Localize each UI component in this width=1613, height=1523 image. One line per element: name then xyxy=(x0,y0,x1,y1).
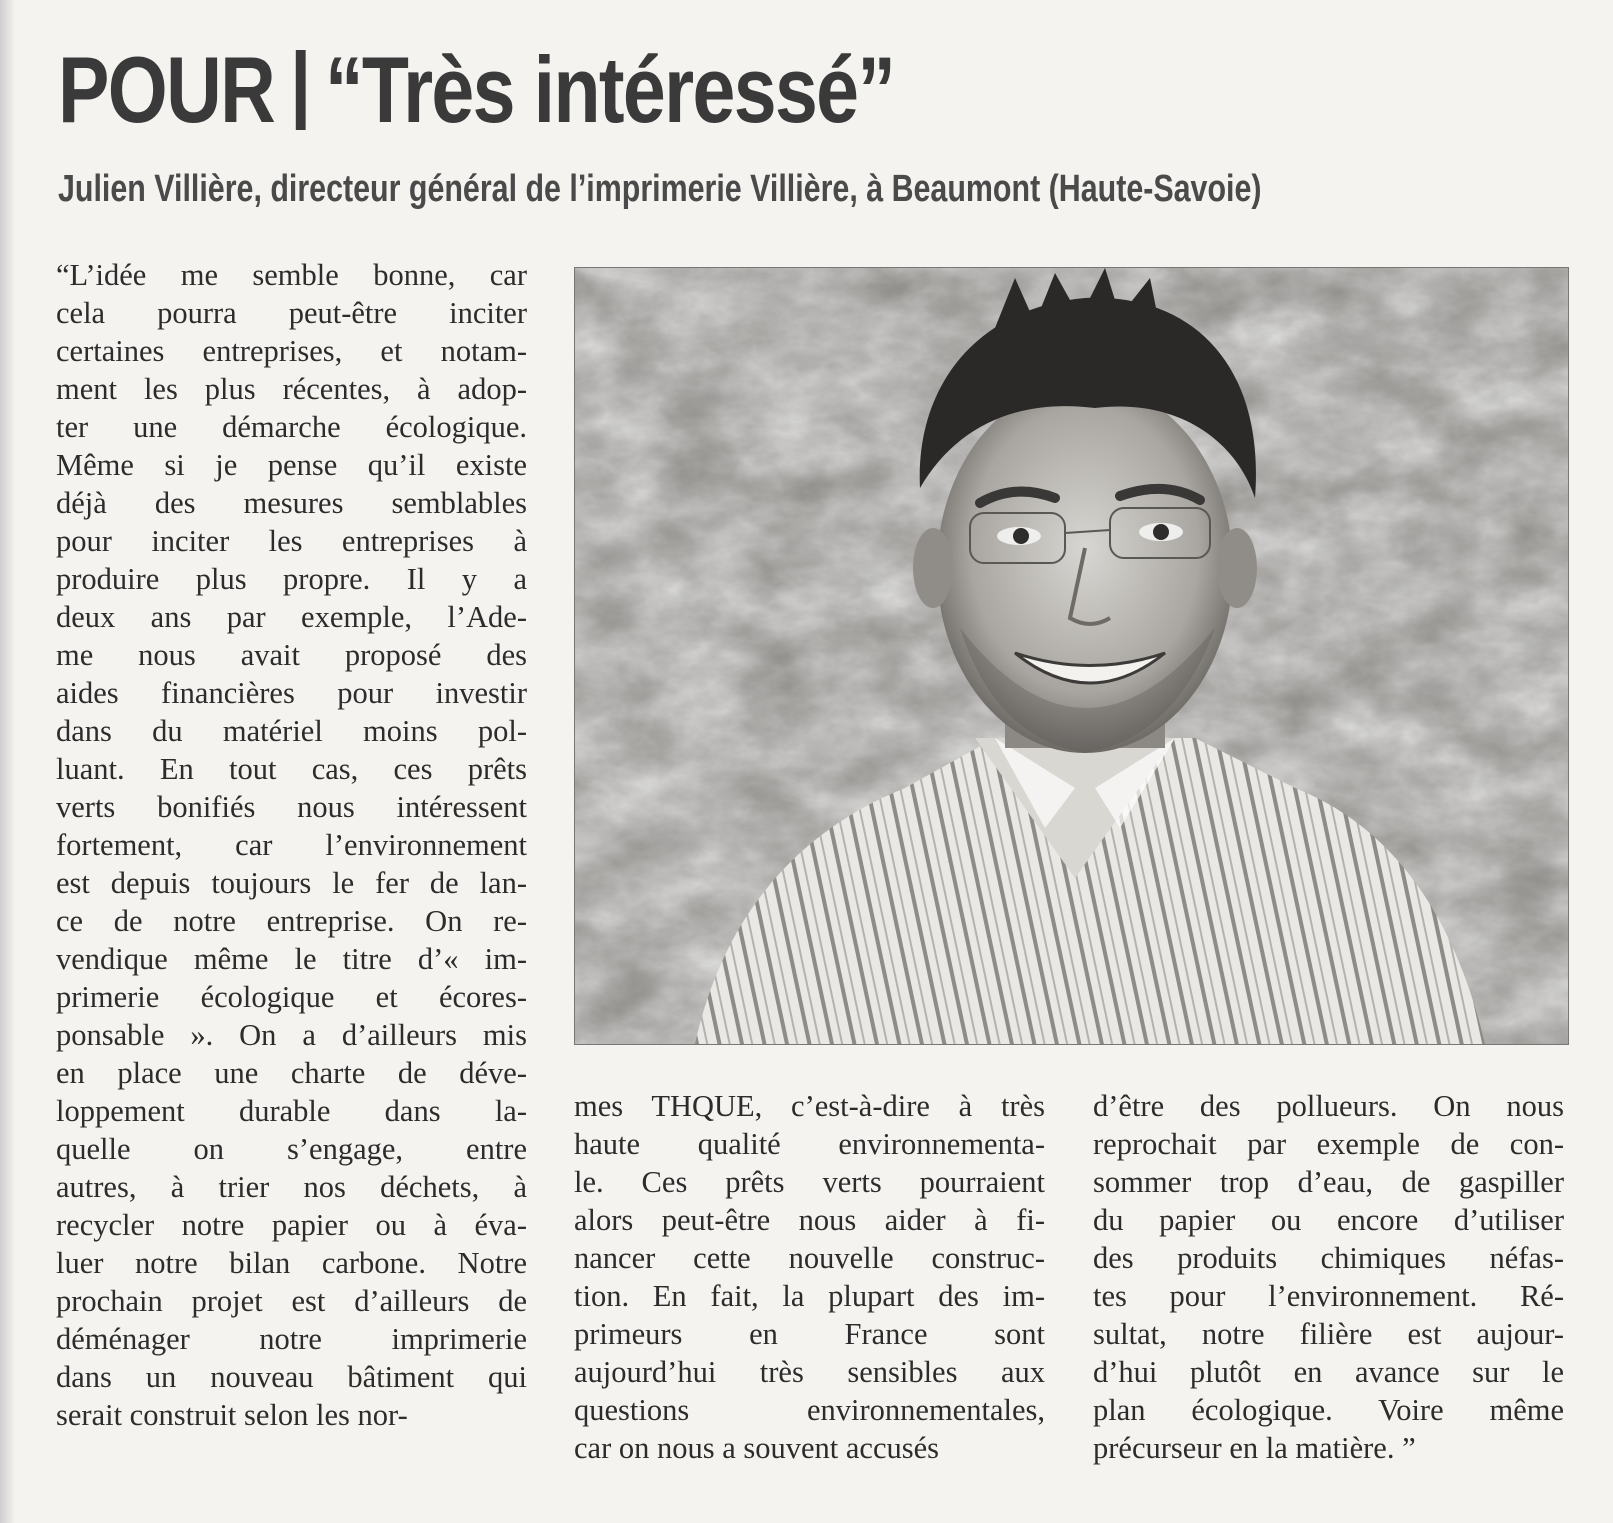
text-line: déménager notre imprimerie xyxy=(56,1322,527,1356)
text-line: le. Ces prêts verts pourraient xyxy=(574,1165,1045,1199)
byline: Julien Villière, directeur général de l’imprimerie Villière, à Beaumont (Haute-Savoie) xyxy=(58,168,1262,210)
text-line: nancer cette nouvelle construc- xyxy=(574,1241,1045,1275)
text-line: alors peut-être nous aider à fi- xyxy=(574,1203,1045,1237)
text-line: prochain projet est d’ailleurs de xyxy=(56,1284,527,1318)
text-line: primerie écologique et écores- xyxy=(56,980,527,1014)
text-line: recycler notre papier ou à éva- xyxy=(56,1208,527,1242)
text-line: précurseur en la matière. ” xyxy=(1093,1431,1416,1465)
portrait-photo xyxy=(574,267,1569,1045)
headline-pour: POUR xyxy=(58,37,275,142)
text-line: produire plus propre. Il y a xyxy=(56,562,527,596)
text-line: primeurs en France sont xyxy=(574,1317,1045,1351)
text-line: ce de notre entreprise. On re- xyxy=(56,904,527,938)
text-line: pour inciter les entreprises à xyxy=(56,524,527,558)
text-line: plan écologique. Voire même xyxy=(1093,1393,1564,1427)
text-line: car on nous a souvent accusés xyxy=(574,1431,940,1465)
text-line: ponsable ». On a d’ailleurs mis xyxy=(56,1018,527,1052)
text-line: cela pourra peut-être inciter xyxy=(56,296,527,330)
text-line: mes THQUE, c’est-à-dire à très xyxy=(574,1089,1045,1123)
text-line: est depuis toujours le fer de lan- xyxy=(56,866,527,900)
text-line: ment les plus récentes, à adop- xyxy=(56,372,527,406)
headline xyxy=(58,30,1321,150)
text-line: autres, à trier nos déchets, à xyxy=(56,1170,527,1204)
text-line: me nous avait proposé des xyxy=(56,638,527,672)
text-line: du papier ou encore d’utiliser xyxy=(1093,1203,1564,1237)
text-line: dans du matériel moins pol- xyxy=(56,714,527,748)
text-line: certaines entreprises, et notam- xyxy=(56,334,527,368)
text-line: reprochait par exemple de con- xyxy=(1093,1127,1564,1161)
text-line: sultat, notre filière est aujour- xyxy=(1093,1317,1564,1351)
text-line: haute qualité environnementa- xyxy=(574,1127,1045,1161)
text-line: fortement, car l’environnement xyxy=(56,828,527,862)
text-line: sommer trop d’eau, de gaspiller xyxy=(1093,1165,1564,1199)
text-line: “L’idée me semble bonne, car xyxy=(56,258,527,292)
text-line: luer notre bilan carbone. Notre xyxy=(56,1246,527,1280)
text-line: déjà des mesures semblables xyxy=(56,486,527,520)
text-line: vendique même le titre d’« im- xyxy=(56,942,527,976)
text-line: d’hui plutôt en avance sur le xyxy=(1093,1355,1564,1389)
text-line: tes pour l’environnement. Ré- xyxy=(1093,1279,1564,1313)
text-line: en place une charte de déve- xyxy=(56,1056,527,1090)
text-line: luant. En tout cas, ces prêts xyxy=(56,752,527,786)
headline-quote: “Très intéressé” xyxy=(324,37,895,142)
text-line: des produits chimiques néfas- xyxy=(1093,1241,1564,1275)
text-line: quelle on s’engage, entre xyxy=(56,1132,527,1166)
article-column-1 xyxy=(56,256,527,1434)
article-column-2 xyxy=(574,1087,1045,1467)
text-line: aujourd’hui très sensibles aux xyxy=(574,1355,1045,1389)
headline-separator xyxy=(295,50,305,130)
text-line: questions environnementales, xyxy=(574,1393,1045,1427)
text-line: ter une démarche écologique. xyxy=(56,410,527,444)
text-line: aides financières pour investir xyxy=(56,676,527,710)
text-line: deux ans par exemple, l’Ade- xyxy=(56,600,527,634)
text-line: verts bonifiés nous intéressent xyxy=(56,790,527,824)
text-line: serait construit selon les nor- xyxy=(56,1398,408,1432)
text-line: dans un nouveau bâtiment qui xyxy=(56,1360,527,1394)
text-line: loppement durable dans la- xyxy=(56,1094,527,1128)
text-line: d’être des pollueurs. On nous xyxy=(1093,1089,1564,1123)
article-column-3 xyxy=(1093,1087,1564,1467)
text-line: Même si je pense qu’il existe xyxy=(56,448,527,482)
scan-edge xyxy=(0,0,14,1523)
text-line: tion. En fait, la plupart des im- xyxy=(574,1279,1045,1313)
portrait-illustration xyxy=(575,268,1568,1044)
